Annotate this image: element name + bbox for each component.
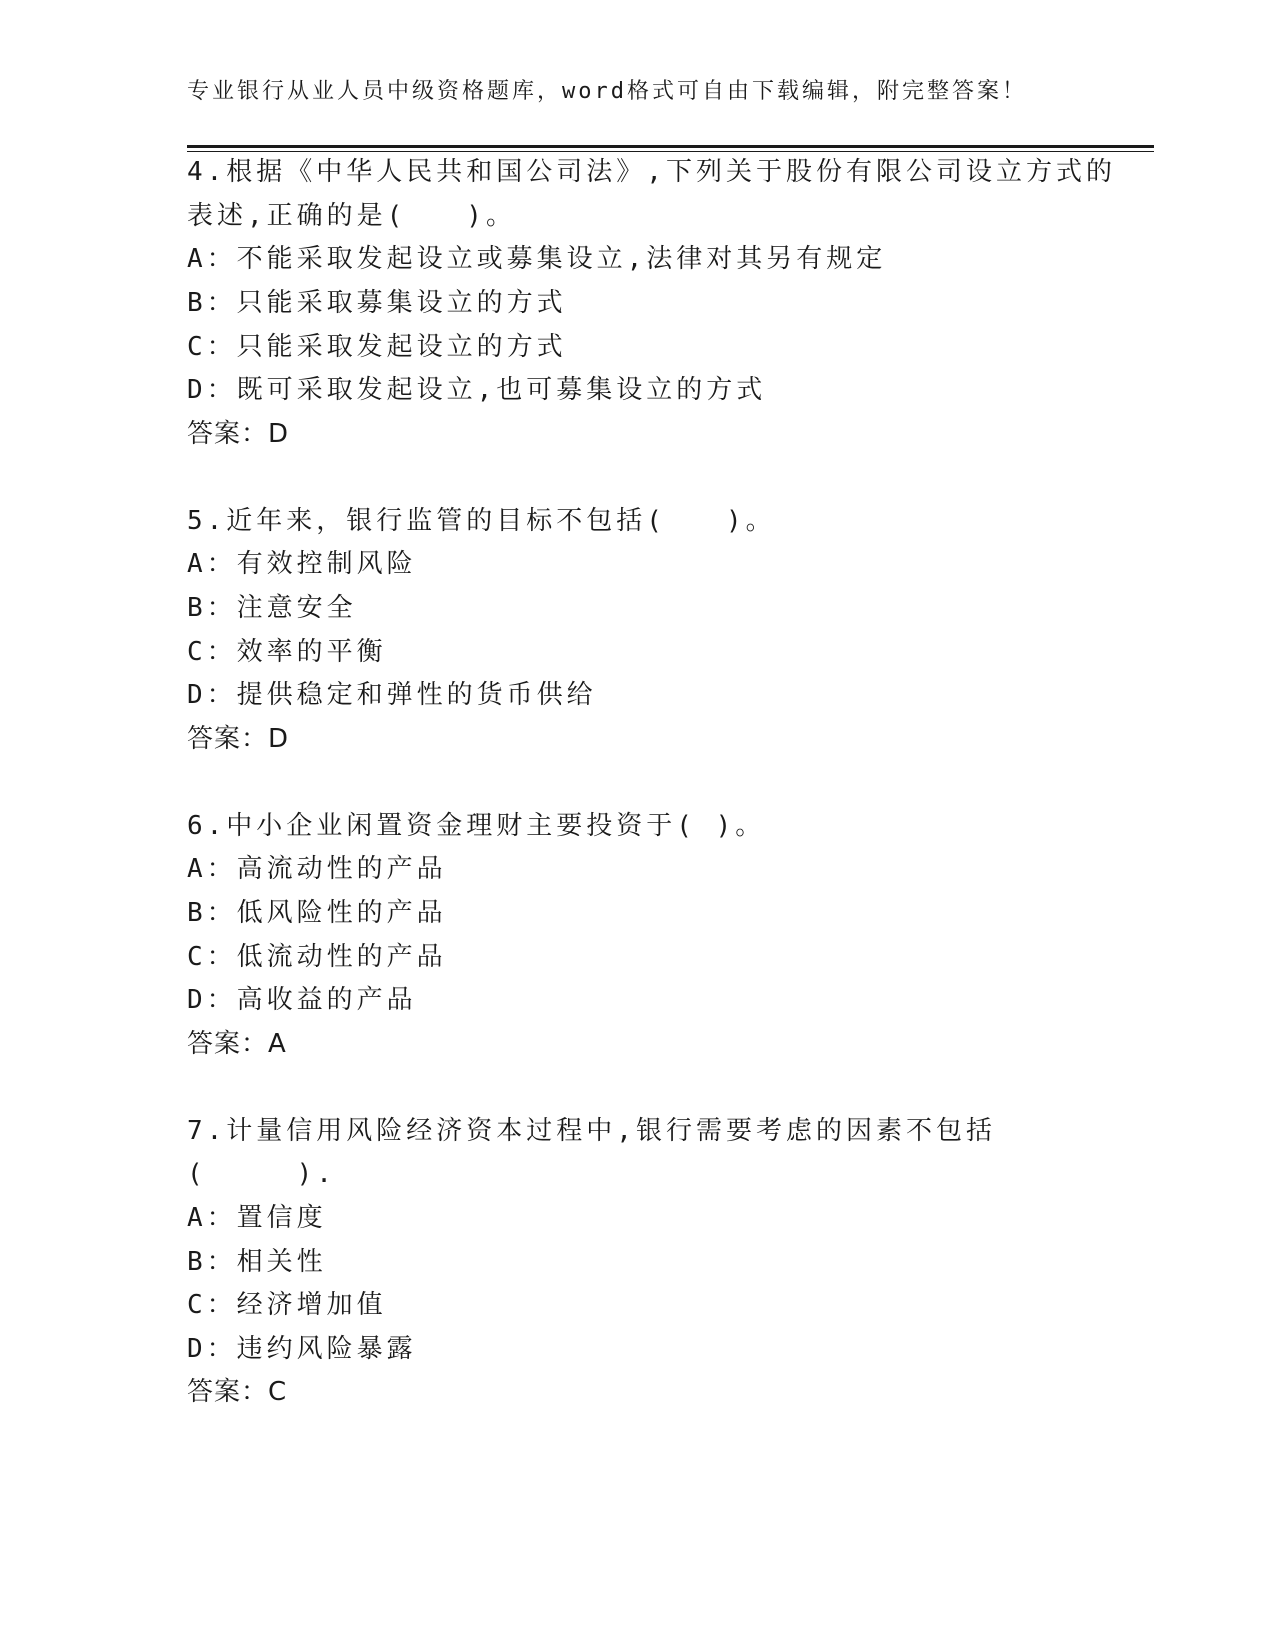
question-5-stem-line-1: 5.近年来，银行监管的目标不包括( )。: [187, 506, 776, 536]
question-6-stem-line-1: 6.中小企业闲置资金理财主要投资于( )。: [187, 811, 766, 841]
question-7-option-b: B：相关性: [187, 1247, 327, 1277]
page-header: 专业银行从业人员中级资格题库，word格式可自由下载编辑，附完整答案！: [187, 79, 1027, 104]
question-4-option-b: B：只能采取募集设立的方式: [187, 288, 567, 318]
question-7-option-c: C：经济增加值: [187, 1290, 387, 1320]
question-4-option-d: D：既可采取发起设立,也可募集设立的方式: [187, 375, 767, 405]
question-6-answer: 答案：A: [187, 1029, 287, 1059]
question-4-option-a: A：不能采取发起设立或募集设立,法律对其另有规定: [187, 244, 887, 274]
question-4-answer: 答案：D: [187, 419, 290, 449]
question-6-option-a: A：高流动性的产品: [187, 854, 447, 884]
question-4-stem-line-2: 表述,正确的是( )。: [187, 201, 516, 231]
question-6-option-d: D：高收益的产品: [187, 985, 417, 1015]
question-5-answer: 答案：D: [187, 724, 290, 754]
question-5-option-b: B：注意安全: [187, 593, 357, 623]
question-5-option-a: A：有效控制风险: [187, 549, 417, 579]
question-5-option-c: C：效率的平衡: [187, 637, 387, 667]
question-7-stem-line-2: ( ).: [187, 1159, 336, 1189]
question-7-option-d: D：违约风险暴露: [187, 1334, 417, 1364]
question-4-stem-line-1: 4.根据《中华人民共和国公司法》,下列关于股份有限公司设立方式的: [187, 157, 1116, 187]
header-rule-thin: [187, 151, 1154, 152]
question-5-option-d: D：提供稳定和弹性的货币供给: [187, 680, 597, 710]
question-7-answer: 答案：C: [187, 1377, 288, 1407]
question-6-option-c: C：低流动性的产品: [187, 942, 447, 972]
question-6-option-b: B：低风险性的产品: [187, 898, 447, 928]
question-4-option-c: C：只能采取发起设立的方式: [187, 332, 567, 362]
question-7-option-a: A：置信度: [187, 1203, 327, 1233]
header-rule-thick: [187, 145, 1154, 148]
question-7-stem-line-1: 7.计量信用风险经济资本过程中,银行需要考虑的因素不包括: [187, 1116, 996, 1146]
